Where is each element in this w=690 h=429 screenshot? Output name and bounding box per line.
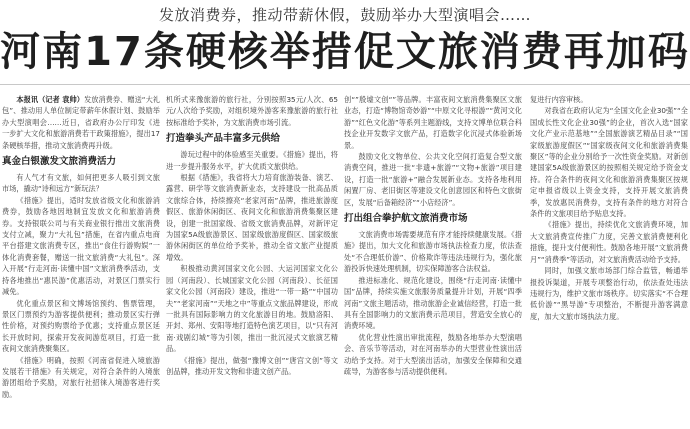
body-paragraph: 《措施》提出，做强“豫博文创”“唐宫文创”等文创品牌，推动开发文物和非遗文创产品。 xyxy=(166,355,338,376)
body-paragraph: 同时，加强文旅市场部门综合监管，畅通举报投诉渠道，开展专项整治行动，依法查处违法违规行为，维护文旅市场秩序。切实落实“不合理低价游”“黑导游”专项整治，不断提升游客满意度，加大文旅市场执法力度。 xyxy=(530,266,688,321)
article-column-2 xyxy=(166,94,338,429)
subhead-consumption-vitality: 真金白银激发文旅消费活力 xyxy=(2,156,117,168)
body-paragraph: 优化营业性演出审批流程，鼓励各地举办大型演唱会、音乐节等活动，对在河南举办的大型营业性演出活动给予支持。对于大型演出活动，加强安全保障和交通疏导，为游客参与活动提供便利。 xyxy=(344,332,522,376)
body-paragraph: 文旅消费市场需要规范有序才能持续健康发展。《措施》提出，加大文化和旅游市场执法检查力度，依法查处“不合理低价游”、价格欺诈等违法违规行为，强化旅游投诉快速处理机制，切实保障游客合法权益。 xyxy=(344,230,522,274)
article-column-3 xyxy=(344,94,522,429)
body-paragraph: 机所式来豫旅游的旅行社，分别按照35元/人次、65元/人次给予奖励，对组织境外游客来豫旅游的旅行社按标准给予奖补，为文旅消费市场引流。 xyxy=(166,95,338,127)
body-paragraph: 《措施》提出，适时发放省级文化和旅游消费券，鼓励各地因地制宜发放文化和旅游消费券。支持银联公司与有关商业银行推出文旅消费支付立减，聚力“大礼包”措施，在省内重点电商平台搭建文旅消费专区，推出“食住行游购娱”一体化消费套餐，赠送一批文旅消费“大礼包”。深入开展“行走河南·读懂中国”文旅消费季活动，支持各地推出“惠民游”优惠活动，对景区门票实行减免。 xyxy=(2,195,160,297)
article-headline: 河南17条硬核举措促文旅消费再加码 xyxy=(0,29,690,75)
article-column-1 xyxy=(2,94,160,429)
body-paragraph: 《措施》明确，按照《河南省促进入境旅游发展若干措施》有关规定，对符合条件的入境旅游团组给予奖励，对旅行社招徕入境游客进行奖励。 xyxy=(2,355,160,399)
body-paragraph: 优化重点景区和文博场馆预约、售票管理，景区门票预约为游客提供便利；推动景区实行弹性价格，对预约购票给予优惠；支持重点景区延长开放时间，探索开发夜间游览项目，打造一批夜间文旅消费聚集区。 xyxy=(2,298,160,354)
article-column-4 xyxy=(530,94,688,429)
headline-divider xyxy=(0,84,690,85)
subhead-market-protection: 打出组合拳护航文旅消费市场 xyxy=(344,213,468,225)
body-paragraph: 推进标准化、规范化建设，围绕“行走河南·读懂中国”品牌，持续实施文旅服务质量提升计划，开展“四季河南”文旅主题活动，推动旅游企业诚信经营，打造一批具有全国影响力的文旅消费示范项目，营造安全放心的消费环境。 xyxy=(344,275,522,331)
subhead-quality-supply: 打造拳头产品丰富多元供给 xyxy=(166,133,281,145)
body-paragraph: 创“”殷墟文创“”等品牌。丰富夜间文旅消费集聚区文旅业态，打造“博物馆奇妙游”“中原文化寻根游”“黄河文化游”“红色文化游”等系列主题游线，支持文博单位联合科技企业开发数字文旅产品，打造数字化沉浸式体验新场景。 xyxy=(344,95,522,150)
body-paragraph: 对我省在政府认定为“全国文化企业30强”“全国成长性文化企业30强”的企业，首次入选“国家文化产业示范基地”“全国旅游演艺精品目录”“国家级旅游度假区”“国家级夜间文化和旅游消费集聚区”等的企业分别给予一次性资金奖励。对新创建国家5A级旅游景区的按照相关规定给予资金支持。符合条件的夜间文化和旅游消费集聚区按规定申报省级以上资金支持，支持开展文旅消费季，发放惠民消费券，支持有条件的地方对符合条件的文旅项目给予贴息支持。 xyxy=(530,106,688,219)
byline: 本报讯（记者 袁帅） xyxy=(16,95,84,104)
body-paragraph: 积极推动黄河国家文化公园、大运河国家文化公园（河南段）、长城国家文化公园（河南段）、长征国家文化公园（河南段）建设，推进“一带一路”“中国功夫”“老家河南”“天地之中”等重点文旅品牌建设，形成一批具有国际影响力的文化旅游目的地。鼓励洛阳、开封、郑州、安阳等地打造特色演艺项目，以“只有河南·戏剧幻城”等为引领，推出一批沉浸式文旅演艺精品。 xyxy=(166,264,338,354)
body-paragraph: 《措施》提出，持续优化文旅消费环境，加大文旅消费宣传推广力度，完善文旅消费便利化措施，提升支付便利性。鼓励各地开展“文旅消费月”“消费季”等活动，对文旅消费活动给予支持。 xyxy=(530,220,688,264)
body-paragraph: 复进行内容审核。 xyxy=(530,95,588,104)
body-paragraph: 游玩过程中的体验感至关重要。《措施》提出，将进一步提升服务水平，扩大优质文旅供给。 xyxy=(166,150,338,171)
body-paragraph: 根据《措施》，我省将大力培育旅游装备、演艺、露营、研学等文旅消费新业态，支持建设一批高品质文旅综合体，持续擦亮“老家河南”品牌，推进旅游度假区、旅游休闲街区、夜间文化和旅游消费集聚区建设，创建一批国家级、省级文旅消费品牌，对新评定为国家5A级旅游景区、国家级旅游度假区、国家级旅游休闲街区的单位给予奖补，推动全省文旅产业提质增效。 xyxy=(166,173,338,262)
article-kicker: 发放消费券，推动带薪休假，鼓励举办大型演唱会…… xyxy=(158,6,531,24)
body-paragraph: 有人气才有文旅，如何把更多人吸引到文旅市场，撬动“诗和远方”新玩法？ xyxy=(2,173,160,194)
lead-text: 发放消费券、赠送“大礼包”、推动用人单位制定带薪年休假计划、鼓励举办大型演唱会……近日，省政府办公厅印发《进一步扩大文化和旅游消费若干政策措施》，提出17条硬核举措，推动文旅消费再升级。 xyxy=(2,95,160,150)
body-paragraph: 鼓励文化文物单位、公共文化空间打造复合型文旅消费空间，推进一批“非遗+旅游”“文物+旅游”项目建设，打造一批“旅游+”融合发展新业态。支持各地利用闲置厂房、老旧街区等建设文化创意园区和特色文旅街区，发展“后备箱经济”“小店经济”。 xyxy=(344,152,522,207)
lead-paragraph xyxy=(2,94,160,151)
